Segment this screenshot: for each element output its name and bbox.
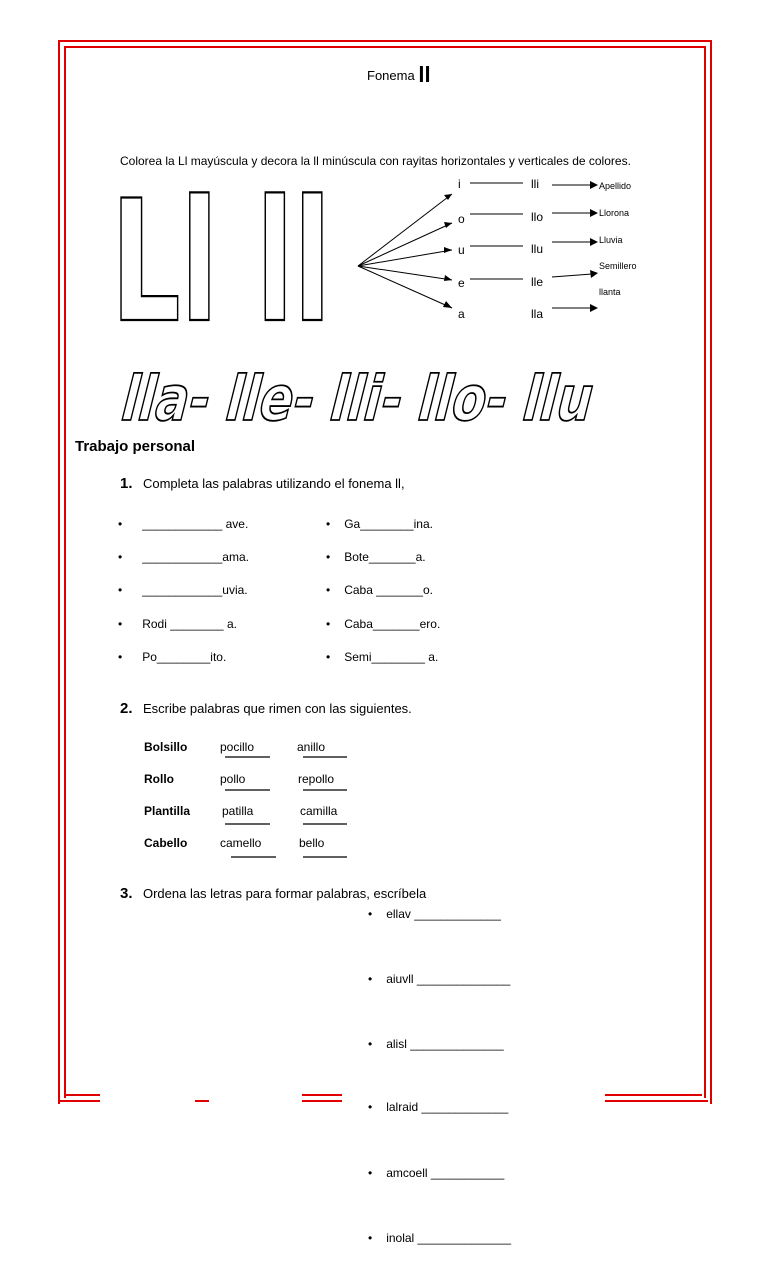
border-segment [302,1094,342,1096]
big-letters-text: Ll ll [111,164,331,360]
question-3 [120,885,426,903]
vowel-u: u [458,243,465,257]
border-segment [195,1100,209,1102]
rhyme-answer: pocillo [220,740,255,754]
question-1-text: Completa las palabras utilizando el fonema ll, [142,476,405,491]
border-segment [605,1094,702,1096]
list-item: • Bote_______a. [326,550,426,564]
list-item: • Caba_______ero. [326,617,441,631]
word-llanta: llanta [599,287,621,297]
border-segment [58,1100,100,1102]
vowel-i: i [458,177,461,191]
rhyme-answer: patilla [222,804,254,818]
list-item: • ellav _____________ [368,907,501,921]
fan-line [358,266,452,308]
question-2 [120,700,412,718]
fan-line [358,194,452,266]
section-heading: Trabajo personal [75,438,196,455]
vowel-syllable-lines [468,180,528,320]
syllable-lli: lli [531,177,539,191]
list-item: • inolal ______________ [368,1231,511,1245]
syllable-lla: lla [531,307,544,321]
list-item: • ____________ama. [118,550,249,564]
question-3-number: 3. [120,885,133,902]
list-item: • amcoell ___________ [368,1166,505,1180]
list-item: • Semi________ a. [326,650,439,664]
word-semillero: Semillero [599,261,637,271]
coloring-instruction: Colorea la Ll mayúscula y decora la ll minúscula con rayitas horizontales y verticales de colores. [120,154,631,168]
syllable-llo: llo [531,210,544,224]
word-llorona: Llorona [599,208,630,218]
question-2-text: Escribe palabras que rimen con las siguientes. [142,701,412,716]
fan-line [358,266,452,280]
syllable-lle: lle [531,275,544,289]
list-item: • alisl ______________ [368,1037,504,1051]
rhyme-answer: camilla [300,804,338,818]
syllable-banner-graphic [114,360,726,435]
vowel-o: o [458,212,465,226]
list-item: • aiuvll ______________ [368,972,511,986]
list-item: • Po________ito. [118,650,227,664]
title-letters: ll [418,62,431,87]
rhyme-word: Bolsillo [144,740,188,754]
list-item: • lalraid _____________ [368,1100,509,1114]
syllable-llu: llu [531,242,544,256]
fan-line [358,250,452,266]
rhyme-answer: pollo [220,772,246,786]
rhyme-answer: camello [220,836,262,850]
list-item: • ____________ ave. [118,517,249,531]
question-2-number: 2. [120,700,133,717]
question-1-number: 1. [120,475,133,492]
rhyme-word: Plantilla [144,804,191,818]
list-item: • Caba _______o. [326,583,433,597]
rhyme-word: Cabello [144,836,188,850]
rhyme-answer: anillo [297,740,326,754]
word-lluvia: Lluvia [599,235,623,245]
word-apellido: Apellido [599,181,632,191]
list-item: • Rodi ________ a. [118,617,237,631]
list-item: • ____________uvia. [118,583,248,597]
page-title [367,62,431,88]
title-prefix: Fonema [367,68,415,83]
border-segment [64,1094,100,1096]
rhyme-underlines [215,750,355,865]
border-segment [302,1100,342,1102]
vowel-a: a [458,307,465,321]
vowel-e: e [458,276,465,290]
rhyme-word: Rollo [144,772,174,786]
rhyme-answer: repollo [298,772,335,786]
list-item: • Ga________ina. [326,517,433,531]
question-1 [120,475,405,493]
question-3-text: Ordena las letras para formar palabras, escríbela [142,886,427,901]
border-segment [605,1100,708,1102]
syllable-banner-text: lla- lle- lli- llo- llu [114,362,726,435]
rhyme-answer: bello [299,836,325,850]
fan-lines [340,180,460,330]
syllable-word-arrows [550,175,600,320]
big-letters-graphic [105,164,345,360]
